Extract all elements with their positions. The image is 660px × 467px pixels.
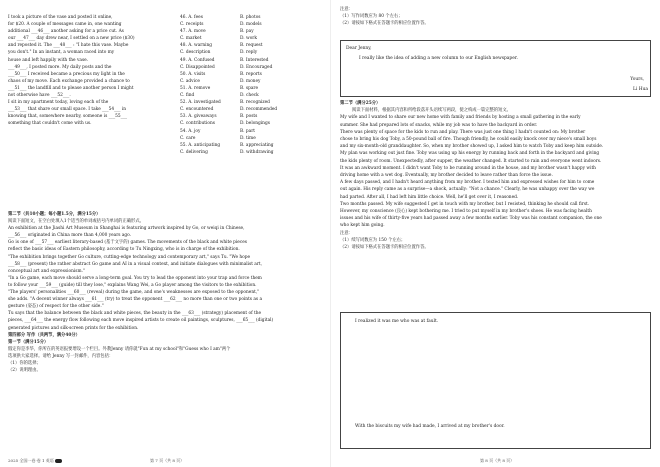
option-row: [180, 92, 320, 99]
story-line: chaos of my move. Each exchange provided a chance to: [8, 78, 130, 84]
option-row: [180, 113, 320, 120]
option-left: C. contributions: [180, 121, 215, 127]
rstory-line: driving home with a wet dog. Eventually, my brother decided to leave rather than force the issue.: [340, 173, 553, 179]
option-left: 46. A. fees: [180, 15, 203, 20]
option-left: C. care: [180, 135, 196, 141]
letter-salutation: Dear Jenny,: [346, 46, 372, 51]
option-right: B. posts: [240, 114, 258, 120]
option-row: [180, 128, 320, 135]
story-line: you don't." In an instant, a woman raced into my: [8, 50, 115, 56]
option-right: D. models: [240, 22, 262, 28]
notes-title: 注意：: [340, 7, 353, 12]
option-row: [180, 99, 320, 106]
footer-page-left: 第 7 页（共 8 页）: [150, 458, 185, 463]
task-line: （2）说明理由。: [8, 368, 41, 374]
option-right: D. work: [240, 36, 257, 42]
story-line: ___49___, I posted more. My daily posts and the: [8, 64, 112, 70]
option-row: [180, 106, 320, 113]
rstory-line: Two months passed. My wife suggested I get in touch with my brother, but I resisted, thinking he should call first.: [340, 201, 590, 207]
option-left: C. receipts: [180, 22, 204, 28]
option-row: [180, 71, 320, 78]
option-left: 48. A. warning: [180, 43, 212, 49]
passage-line: conceptual art and expressionism.": [8, 268, 85, 274]
passage-line: "In a Go game, each move should serve a long-term goal. You try to lead the opponent into your trap and force them: [8, 275, 262, 281]
option-right: B. pay: [240, 29, 254, 35]
rstory-line: There was plenty of space for the kids to run and play. There was just one thing I hadn't counted on: My brother: [340, 129, 586, 135]
notes-block: [340, 6, 652, 28]
option-right: D. recommended: [240, 107, 278, 113]
passage-line: Tu says that the balance between the black and white pieces, the beauty in the ___63___ (strategy) placement of the: [8, 311, 262, 317]
option-left: 51. A. remove: [180, 85, 211, 91]
story-line: additional ___46___ another asking for a price cut. As: [8, 29, 124, 35]
rstory-line: However, my conscience (良心) kept bothering me. I tried to put myself in my brother's shoes. He was facing health: [340, 209, 592, 215]
option-row: [180, 35, 320, 42]
passage-line: reflect the basic ideas of Eastern philosophy, according to Tu Ningxing, who is in charge of the exhibition.: [8, 247, 240, 253]
right-page: [330, 0, 660, 467]
continuation-section: [340, 100, 652, 251]
note2-1: （1）续写词数应为 150 个左右；: [340, 237, 406, 243]
passage-line: ___56___ originated in China more than 4,000 years ago.: [8, 233, 132, 239]
option-left: 49. A. Confused: [180, 57, 215, 63]
section2-title: 第二节（共10小题；每小题1.5分，满分15分）: [8, 212, 101, 217]
option-left: C. delivering: [180, 149, 208, 155]
story-line: house and left happily with the vase.: [8, 57, 89, 63]
passage-line: she adds. "A decent winner always ___61___ (try) to treat the opponent ___62___ no more than one or two points as a: [8, 297, 263, 303]
option-left: 53. A. giveaways: [180, 114, 217, 120]
option-right: B. part: [240, 128, 255, 134]
passage-line: Go is one of ___57___ earliest literary-based (基于文字的) games. The movements of the black and white pieces: [8, 240, 248, 246]
passage-line: An exhibition at the Jiashi Art Museum in Shanghai is featuring artwork inspired by Go, or weiqi in Chinese,: [8, 226, 245, 232]
note-1: （1）写作词数应为 80 个左右；: [340, 14, 403, 20]
rstory-line: issues and his wife of thirty-five years had passed away a few months earlier. Toby was his constant companion, the one: [340, 216, 602, 222]
option-row: [180, 142, 320, 149]
footer-page-right: 第 8 页（共 8 页）: [480, 458, 515, 463]
option-row: [180, 49, 320, 56]
option-right: D. reply: [240, 50, 258, 56]
option-left: C. find: [180, 93, 195, 99]
cloze-options: [180, 14, 320, 156]
story-line: and reposted it. The ___48___ : "I hate this vase. Maybe: [8, 43, 129, 49]
rstory-line: It was an awkward moment. I didn't want Toby to be running around in the house, and my brother wasn't happy with: [340, 165, 596, 171]
story-line: something that couldn't come with us.: [8, 121, 92, 127]
passage-line: "The players' personalities ___60___ (reveal) during the game, and one's weaknesses are exposed to the opponent,": [8, 290, 260, 296]
sec2-title: 第二节（满分25分）: [340, 101, 381, 106]
section2-instructions: 阅读下面短文，在空白处填入1个适当的单词或括号内单词的正确形式。: [8, 219, 144, 225]
part4-section1: 第一节（满分15分）: [8, 339, 49, 345]
task-line: （1）你的选择；: [8, 360, 41, 366]
para1-opening: I realized it was me who was at fault.: [355, 319, 439, 324]
option-right: D. Encouraged: [240, 64, 273, 70]
option-row: [180, 78, 320, 85]
option-right: B. photos: [240, 15, 261, 20]
option-right: B. reports: [240, 71, 262, 77]
rstory-line: My wife and I wanted to share our new home with family and friends by hosting a small gathering in the early: [340, 115, 581, 121]
story-line: ___51___ the landfill and to please another person I might: [8, 85, 134, 91]
task-line: 假定你是李华，你所在的英语报要增设一个栏目。外教Jenny 请你就"Fun at my school"和"Guess who I am"两个: [8, 346, 231, 352]
note-2: （2）请按如下格式在答题卡的相应位置作答。: [340, 21, 429, 27]
option-right: D. withdrawing: [240, 149, 274, 155]
story-line: I took a picture of the vase and posted it online,: [8, 15, 113, 20]
option-row: [180, 14, 320, 21]
option-row: [180, 85, 320, 92]
rstory-line: summer. She had prepared lots of snacks, while my job was to have the backyard in order.: [340, 122, 538, 128]
option-left: C. Disappointed: [180, 64, 215, 70]
option-left: C. encountered: [180, 107, 214, 113]
option-row: [180, 42, 320, 49]
story-line: not otherwise have ___52___.: [8, 93, 71, 99]
option-row: [180, 28, 320, 35]
story-line: knowing that, somewhere nearby, someone is ___55___: [8, 114, 128, 120]
option-row: [180, 135, 320, 142]
option-right: D. check: [240, 93, 259, 99]
para2-opening: With the biscuits my wife had made, I arrived at my brother's door.: [355, 424, 505, 429]
passage-line: "The exhibition brings together Go culture, cutting-edge technology and contemporary art," says Tu. "We hope: [8, 254, 251, 260]
grammar-passage: [8, 225, 323, 331]
story-line: our ___47___ day drew near, I settled on a new price ($30): [8, 36, 135, 42]
option-row: [180, 57, 320, 64]
writing-task: [8, 346, 323, 374]
letter-signature: Li Hua: [633, 87, 648, 92]
letter-closing: Yours,: [630, 77, 644, 82]
footer-left: [8, 458, 62, 464]
passage-line: to follow your ___59___ (guide) till they lose," explains Wang Wei, a Go player among the visitors to the exhibition.: [8, 282, 257, 288]
rstory-line: and my six-month-old granddaughter. So, when my brother showed up, I asked him to watch Toby and keep him outside.: [340, 144, 604, 150]
option-right: D. time: [240, 135, 256, 141]
option-right: B. recognized: [240, 100, 270, 106]
option-left: C. advice: [180, 78, 200, 84]
rstory-line: had parted. After all, I had left him little choice. Well, he'll get over it, I reasoned.: [340, 194, 519, 200]
option-right: B. request: [240, 43, 263, 49]
story-line: ___53___ that share our small space. I take ___54___ in: [8, 107, 127, 113]
option-left: C. market: [180, 36, 202, 42]
option-right: B. Interested: [240, 57, 269, 63]
part4-title: 第四部分 写作（共两节，满分40分）: [8, 332, 80, 338]
option-left: 47. A. move: [180, 29, 206, 35]
story-line: I sit in my apartment today, loving each of the: [8, 100, 109, 106]
letter-answer-box: [340, 40, 651, 97]
option-row: [180, 21, 320, 28]
option-left: 52. A. investigated: [180, 100, 221, 106]
rstory-line: A few days passed, and I hadn't heard anything from my brother. I texted him and expressed wishes for him to come: [340, 180, 595, 186]
option-right: D. belongings: [240, 121, 270, 127]
option-row: [180, 64, 320, 71]
story-line: for $20. A couple of messages came in, one wanting: [8, 22, 122, 28]
option-row: [180, 149, 320, 156]
passage-line: generated pictures and silk-screen prints for the exhibition.: [8, 325, 139, 331]
cloze-story: [8, 14, 166, 128]
story-line: ___50___ I received became a precious my light in the: [8, 71, 125, 77]
option-right: B. spare: [240, 85, 259, 91]
rstory-line: My plan was working out just fine. Toby was using up his energy by running back and forth in the backyard and giving: [340, 151, 600, 157]
rstory-line: who kept him going.: [340, 223, 385, 229]
option-right: B. appreciating: [240, 142, 274, 148]
notes2-title: 注意：: [340, 230, 353, 236]
task-line: 选项供大家选择。请给 Jenny 写一封邮件，内容包括：: [8, 353, 114, 359]
sec2-instructions: 阅读下面材料，根据其内容和所给段落开头语续写两段，使之构成一篇完整的短文。: [352, 108, 511, 114]
subject-badge: [55, 459, 62, 463]
grammar-section: [8, 211, 323, 374]
letter-opening: I really like the idea of adding a new column to our English newspaper.: [359, 56, 518, 61]
note2-2: （2）请按如下格式在答题卡的相应位置作答。: [340, 245, 429, 251]
continuation-story: [340, 114, 652, 229]
passage-line: pieces, ___64___ the energy flow following each move inspired artists to create oil paintings, sculptures, ___65___ (digital): [8, 318, 274, 324]
option-left: 50. A. visits: [180, 71, 206, 77]
passage-line: gesture (姿态) of respect for the other side.": [8, 304, 104, 310]
option-left: C. description: [180, 50, 211, 56]
footer-label: 2025 全国一卷·卷 1 英语: [8, 458, 54, 463]
rstory-line: out again. His reply came as a surprise—a shock, actually: "Not a chance." Clearly, he was unhappy over the way we: [340, 187, 595, 193]
option-left: 54. A. joy: [180, 128, 201, 134]
story-answer-box: [340, 312, 651, 449]
option-right: D. money: [240, 78, 261, 84]
option-left: 55. A. anticipating: [180, 142, 221, 148]
option-row: [180, 120, 320, 127]
rstory-line: the kids plenty of room. Unexpectedly, after supper, the weather changed. It started to rain and everyone went indoors.: [340, 158, 602, 164]
rstory-line: chose to bring his dog Toby, a 50-pound ball of fire. Though friendly, he could easily knock over my niece's small boys: [340, 137, 597, 143]
passage-line: ___58___ (present) the rather abstract Go game and AI in a visual context, and initiate dialogues with minimalist art,: [8, 261, 263, 267]
